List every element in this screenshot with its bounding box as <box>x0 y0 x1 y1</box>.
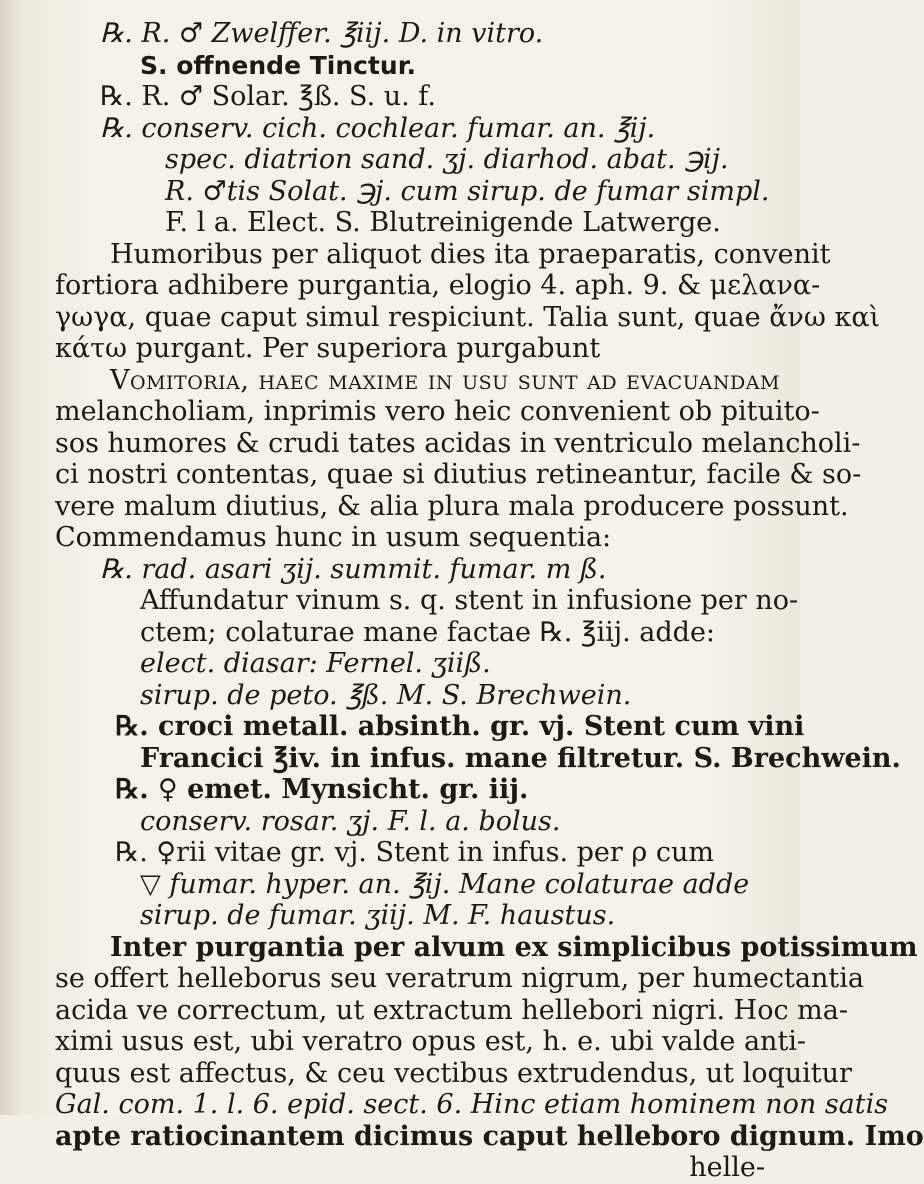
text-line: Vomitoria, haec maxime in usu sunt ad evacuandam <box>110 364 780 396</box>
text-line: ci nostri contentas, quae si diutius retineantur, facile & so- <box>55 459 862 490</box>
text-line: ℞. conserv. cich. cochlear. fumar. an. ℥ij. <box>100 112 656 144</box>
text-line: elect. diasar: Fernel. ʒiiß. <box>140 648 491 679</box>
text-line: quus est affectus, & ceu vectibus extrudendus, ut loquitur <box>55 1057 852 1089</box>
text-line: se offert helleborus seu veratrum nigrum, per humectantia <box>55 963 864 994</box>
text-line: ℞. R. ♂ Solar. ℥ß. S. u. f. <box>100 81 436 112</box>
text-line: κάτω purgant. Per superiora purgabunt <box>55 333 601 364</box>
text-line: Commendamus hunc in usum sequentia: <box>55 522 612 553</box>
text-line: Francici ℥iv. in infus. mane filtretur. S. Brechwein. <box>140 742 901 774</box>
text-line: ximi usus est, ubi veratro opus est, h. e. ubi valde anti- <box>55 1026 807 1057</box>
catchword: helle- <box>689 1152 765 1183</box>
text-line: vere malum diutius, & alia plura mala producere possunt. <box>55 490 849 522</box>
text-line: ℞. croci metall. absinth. gr. vj. Stent cum vini <box>115 711 805 742</box>
text-line: ℞. R. ♂ Zwelffer. ℥iij. D. in vitro. <box>100 18 544 49</box>
text-line: acida ve correctum, ut extractum hellebori nigri. Hoc ma- <box>55 994 848 1026</box>
page-text <box>55 18 924 1184</box>
text-line: ℞. rad. asari ʒij. summit. fumar. m ß. <box>100 553 607 585</box>
text-line: Affundatur vinum s. q. stent in infusione per no- <box>140 585 799 616</box>
page-edge-shadow <box>0 0 22 1115</box>
text-line: Gal. com. 1. l. 6. epid. sect. 6. Hinc etiam hominem non satis <box>55 1089 889 1120</box>
text-line: fortiora adhibere purgantia, elogio 4. aph. 9. & μελανα- <box>55 270 821 301</box>
text-line: sos humores & crudi tates acidas in ventriculo melancholi- <box>55 427 861 459</box>
text-line: sirup. de fumar. ʒiij. M. F. haustus. <box>140 900 616 931</box>
text-line: sirup. de peto. ℥ß. M. S. Brechwein. <box>140 679 632 711</box>
text-line: ctem; colaturae mane factae ℞. ℥iij. adde: <box>140 616 716 648</box>
text-line: R. ♂tis Solat. ℈j. cum sirup. de fumar simpl. <box>165 175 770 207</box>
text-line: S. offnende Tinctur. <box>140 50 416 80</box>
text-line: Inter purgantia per alvum ex simplicibus potissimum <box>110 931 918 963</box>
text-line: ℞. ♀rii vitae gr. vj. Stent in infus. per ρ cum <box>115 837 714 868</box>
text-line: conserv. rosar. ʒj. F. l. a. bolus. <box>140 805 561 837</box>
text-line: spec. diatrion sand. ʒj. diarhod. abat. ℈ij. <box>165 144 729 175</box>
text-line: ▽ fumar. hyper. an. ℥ij. Mane colaturae adde <box>140 868 750 900</box>
text-line: Humoribus per aliquot dies ita praeparatis, convenit <box>110 238 831 270</box>
text-line: ℞. ♀ emet. Mynsicht. gr. iij. <box>115 774 529 805</box>
text-line: γωγα, quae caput simul respiciunt. Talia sunt, quae ἄνω καὶ <box>55 301 881 333</box>
text-line: melancholiam, inprimis vero heic convenient ob pituito- <box>55 396 820 427</box>
text-line: apte ratiocinantem dicimus caput helleboro dignum. Imo <box>55 1120 924 1152</box>
text-line: F. l a. Elect. S. Blutreinigende Latwerge. <box>165 207 721 238</box>
